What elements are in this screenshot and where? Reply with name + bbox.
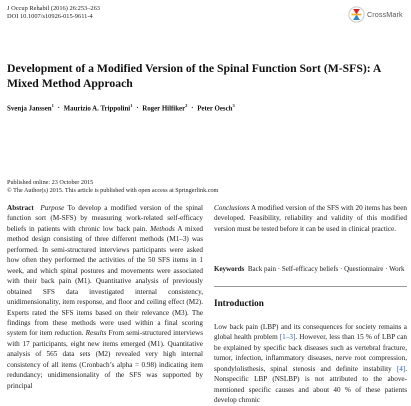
author-name[interactable]: Peter Oesch (197, 105, 233, 113)
abstract-heading: Abstract (7, 204, 34, 212)
copyright-notice: © The Author(s) 2015. This article is published with open access at Springerlink.com (7, 187, 219, 194)
author-name[interactable]: Roger Hilfiker (142, 105, 186, 113)
results-text: From semi-structured interviews with 17 participants, eight new items emerged (M1). Quantitative analysis of 565 data sets (M2) revealed very high internal consistency of all items (Cronbach’s alpha = 0.98) indicating item redundancy; unidimensionality of the SFS was supported by principal (7, 329, 204, 390)
introduction-heading: Introduction (214, 298, 264, 308)
conclusions-text: A modified version of the SFS with 20 items has been developed. Feasibility, reliability and validity of this modified version must be tested before it can be used in clinical practice. (214, 204, 407, 233)
conclusions-label: Conclusions (214, 204, 250, 212)
affiliation-mark: 2 (185, 103, 188, 108)
author-name[interactable]: Svenja Janssen (7, 105, 52, 113)
keywords-heading: Keywords (214, 265, 245, 273)
keywords-block (214, 264, 407, 274)
affiliation-mark: 1 (130, 103, 133, 108)
published-online-date: Published online: 23 October 2015 (7, 179, 94, 186)
article-title: Development of a Modified Version of the Spinal Function Sort (M-SFS): A Mixed Method Approach (7, 62, 381, 90)
citation-link[interactable]: [1–3] (279, 333, 296, 342)
abstract-block (7, 203, 203, 391)
conclusions-block (214, 203, 407, 234)
intro-paragraph-part: . Nonspecific LBP (NSLBP) is not attributed to the above-mentioned specific causes and about 40 % of these patients develop chronic (214, 364, 407, 405)
citation-link[interactable]: [4] (396, 364, 406, 373)
crossmark-label: CrossMark (367, 9, 403, 19)
methods-text: A mixed method design consisting of three different methods (M1–3) was performed. In semi-structured interviews participants were asked how often they performed the activities of the 50 SFS items in 1 week, and which spinal postures and movements were associated with their back pain (M1). Quantitative analysis of previously obtained SFS data investigated internal consistency, unidimensionality, item response, and floor and ceiling effect (M2). Experts rated the SFS items based on their relevance (M3). The findings from these methods were used within a final scoring system for item reduction. (7, 224, 203, 338)
purpose-label: Purpose (40, 204, 65, 212)
purpose-text: To develop a modified version of the spinal function sort (M-SFS) by measuring work-related self-efficacy beliefs in patients with chronic low back pain. (7, 204, 203, 233)
author-name[interactable]: Maurizio A. Trippolini (63, 105, 131, 113)
keywords-list: Back pain · Self-efficacy beliefs · Questionnaire · Work (247, 265, 405, 273)
introduction-text (214, 322, 407, 406)
journal-citation: J Occup Rehabil (2016) 26:253–263 (7, 5, 101, 12)
affiliation-mark: 3 (232, 103, 235, 108)
crossmark-icon (348, 6, 365, 23)
doi-line: DOI 10.1007/s10926-015-9611-4 (7, 13, 93, 20)
results-label: Results (85, 329, 107, 338)
methods-label: Methods (150, 224, 175, 233)
intro-paragraph-part: . However, less than 15 % of LBP can be explained by specific back diseases such as vertebral fracture, tumor, infection, inflammatory diseases, nerve root compression, spondylolisthesis, spinal stenosis and definite instability (214, 333, 407, 373)
affiliation-mark: 1 (51, 103, 54, 108)
intro-paragraph-part: Low back pain (LBP) and its consequences for society remains a global health problem (214, 323, 407, 342)
author-list: Svenja Janssen$^1$ · Maurizio A. Trippolini$^1$ · Roger Hilfiker$^2$ · Peter Oesch$^3$ (7, 103, 235, 113)
crossmark-badge[interactable] (348, 3, 410, 25)
section-divider (214, 286, 407, 287)
